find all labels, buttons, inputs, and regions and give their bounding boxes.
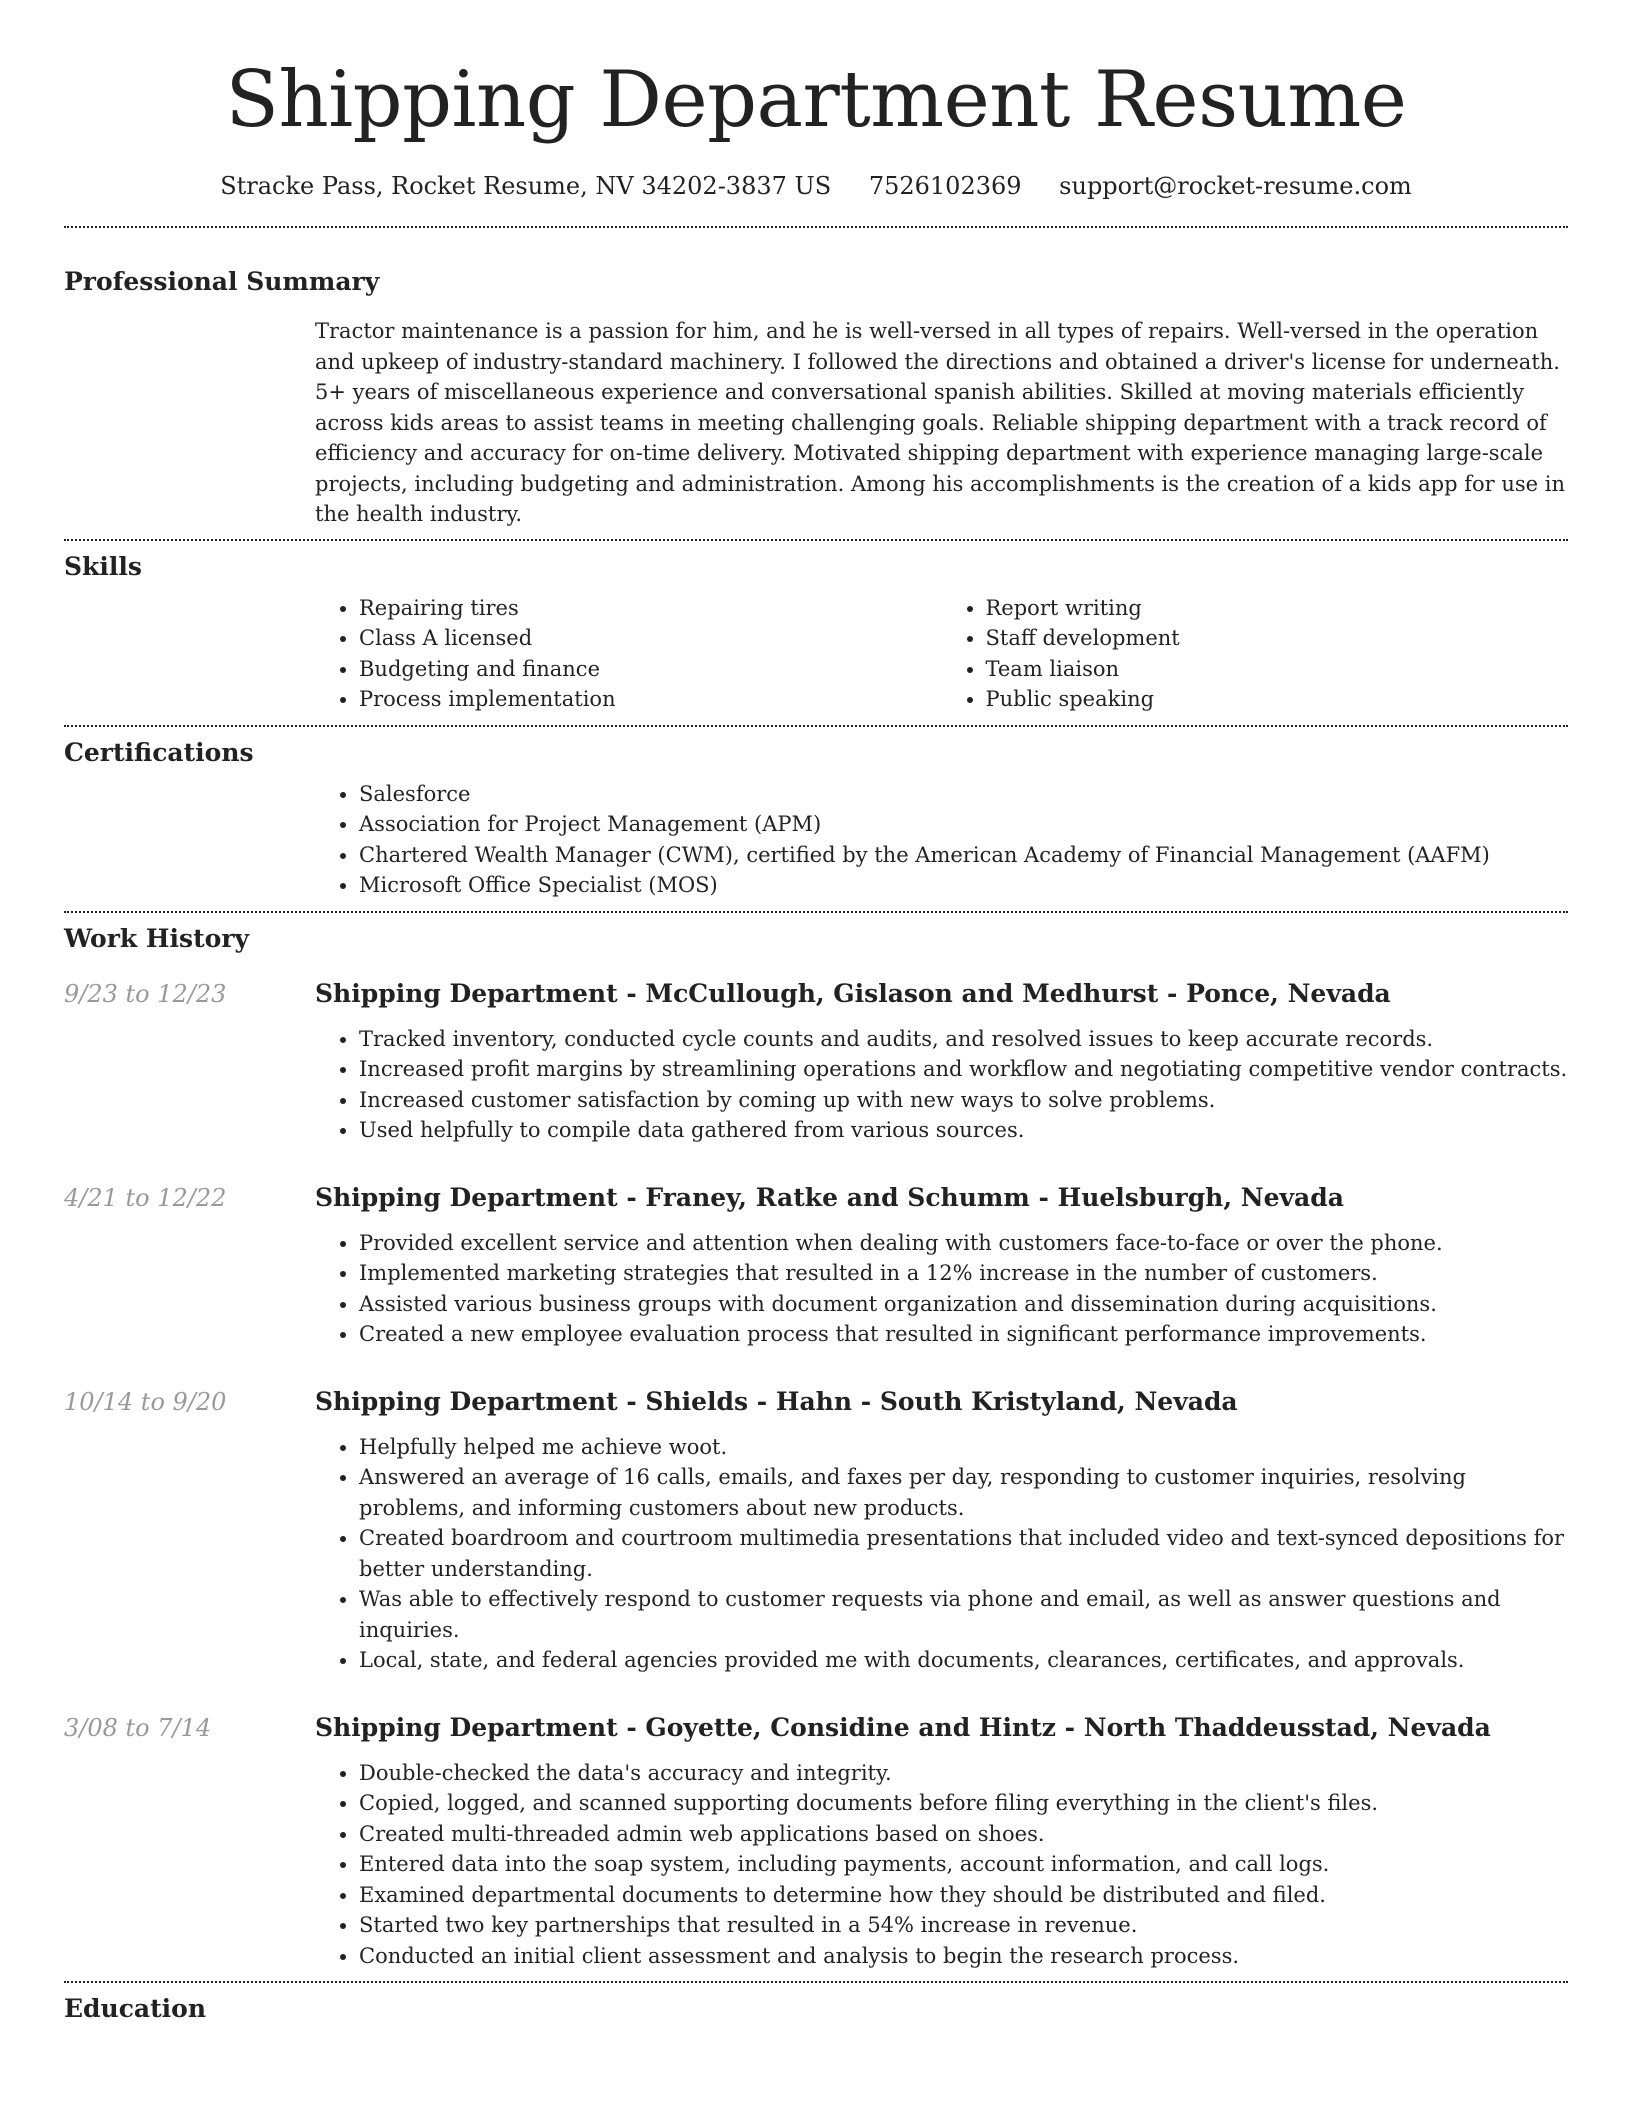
certifications-section (64, 727, 1568, 901)
skill-item: • Class A licensed (359, 623, 942, 654)
contact-email: support@rocket-resume.com (1059, 172, 1412, 200)
job-bullet: • Tracked inventory, conducted cycle counts and audits, and resolved issues to keep accurate records. (359, 1024, 1568, 1055)
job-bullet: • Created a new employee evaluation process that resulted in significant performance improvements. (359, 1319, 1568, 1350)
contact-address: Stracke Pass, Rocket Resume, NV 34202-3837 US (220, 172, 832, 200)
job-date: 9/23 to 12/23 (64, 979, 227, 1008)
job-date: 3/08 to 7/14 (64, 1713, 212, 1742)
skill-item: • Report writing (986, 593, 1569, 624)
job-bullet: • Created multi-threaded admin web applications based on shoes. (359, 1819, 1568, 1850)
job-entry (64, 1182, 1568, 1350)
certification-item: • Microsoft Office Specialist (MOS) (359, 870, 1568, 901)
work-section (64, 913, 1568, 1972)
skills-list-right (942, 593, 1569, 715)
resume-page (64, 0, 1568, 2025)
work-heading: Work History (64, 923, 250, 953)
summary-text: Tractor maintenance is a passion for him, and he is well-versed in all types of repairs. Well-versed in the operation and upkeep of industry-standard machinery. I followed the directions and obtained a driver's license for underneath. 5+ years of miscellaneous experience and conversational spanish abilities. Skilled at moving materials efficiently across kids areas to assist teams in meeting challenging goals. Reliable shipping department with a track record of efficiency and accuracy for on-time delivery. Motivated shipping department with experience managing large-scale projects, including budgeting and administration. Among his accomplishments is the creation of a kids app for use in the health industry. (315, 319, 1566, 526)
job-date: 4/21 to 12/22 (64, 1183, 227, 1212)
job-entry (64, 978, 1568, 1146)
job-bullet: • Implemented marketing strategies that resulted in a 12% increase in the number of customers. (359, 1258, 1568, 1289)
job-bullets (315, 1758, 1568, 1972)
certification-item: • Salesforce (359, 779, 1568, 810)
skills-section (64, 541, 1568, 715)
resume-title: Shipping Department Resume (225, 55, 1407, 145)
job-bullet: • Assisted various business groups with document organization and dissemination during acquisitions. (359, 1289, 1568, 1320)
skills-list-left (315, 593, 942, 715)
skill-item: • Staff development (986, 623, 1569, 654)
contact-line (64, 170, 1568, 202)
education-section (64, 1983, 1568, 2025)
skill-item: • Team liaison (986, 654, 1569, 685)
job-bullet: • Increased customer satisfaction by coming up with new ways to solve problems. (359, 1085, 1568, 1116)
job-bullets (315, 1024, 1568, 1146)
summary-section (64, 228, 1568, 530)
skill-item: • Budgeting and finance (359, 654, 942, 685)
certifications-heading: Certifications (64, 737, 254, 767)
job-title: Shipping Department - Shields - Hahn - South Kristyland, Nevada (315, 1386, 1238, 1416)
job-bullets (315, 1228, 1568, 1350)
education-heading: Education (64, 1994, 207, 2023)
job-title: Shipping Department - Goyette, Considine and Hintz - North Thaddeusstad, Nevada (315, 1712, 1491, 1742)
job-bullet: • Used helpfully to compile data gathered from various sources. (359, 1115, 1568, 1146)
job-bullet: • Provided excellent service and attention when dealing with customers face-to-face or over the phone. (359, 1228, 1568, 1259)
job-title: Shipping Department - Franey, Ratke and Schumm - Huelsburgh, Nevada (315, 1182, 1344, 1212)
job-bullets (315, 1432, 1568, 1676)
certifications-list (315, 779, 1568, 901)
job-bullet: • Increased profit margins by streamlining operations and workflow and negotiating competitive vendor contracts. (359, 1054, 1568, 1085)
job-bullet: • Copied, logged, and scanned supporting documents before filing everything in the client's files. (359, 1788, 1568, 1819)
skill-item: • Public speaking (986, 684, 1569, 715)
job-bullet: • Helpfully helped me achieve woot. (359, 1432, 1568, 1463)
skills-heading: Skills (64, 551, 142, 581)
job-bullet: • Entered data into the soap system, including payments, account information, and call logs. (359, 1849, 1568, 1880)
job-bullet: • Created boardroom and courtroom multimedia presentations that included video and text-synced depositions for better understanding. (359, 1523, 1568, 1584)
job-title: Shipping Department - McCullough, Gislason and Medhurst - Ponce, Nevada (315, 978, 1391, 1008)
job-bullet: • Conducted an initial client assessment and analysis to begin the research process. (359, 1941, 1568, 1972)
job-bullet: • Started two key partnerships that resulted in a 54% increase in revenue. (359, 1910, 1568, 1941)
job-bullet: • Examined departmental documents to determine how they should be distributed and filed. (359, 1880, 1568, 1911)
job-bullet: • Double-checked the data's accuracy and integrity. (359, 1758, 1568, 1789)
job-entry (64, 1712, 1568, 1972)
job-entry (64, 1386, 1568, 1676)
certification-item: • Chartered Wealth Manager (CWM), certified by the American Academy of Financial Management (AAFM) (359, 840, 1568, 871)
job-bullet: • Was able to effectively respond to customer requests via phone and email, as well as answer questions and inquiries. (359, 1584, 1568, 1645)
job-bullet: • Answered an average of 16 calls, emails, and faxes per day, responding to customer inquiries, resolving problems, and informing customers about new products. (359, 1462, 1568, 1523)
certification-item: • Association for Project Management (APM) (359, 809, 1568, 840)
skill-item: • Repairing tires (359, 593, 942, 624)
skill-item: • Process implementation (359, 684, 942, 715)
summary-heading: Professional Summary (64, 267, 380, 296)
contact-phone: 7526102369 (868, 172, 1022, 200)
job-date: 10/14 to 9/20 (64, 1387, 227, 1416)
job-bullet: • Local, state, and federal agencies provided me with documents, clearances, certificates, and approvals. (359, 1645, 1568, 1676)
